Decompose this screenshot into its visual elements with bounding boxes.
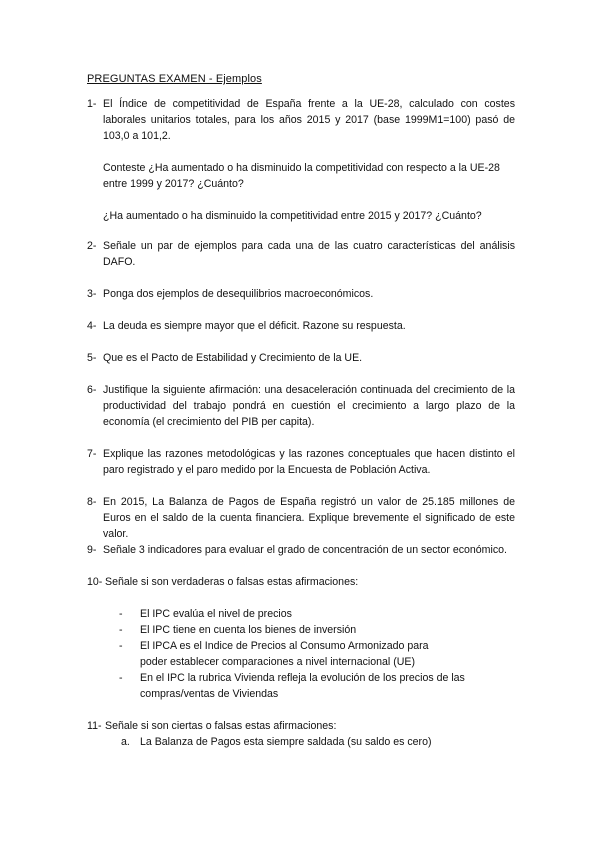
bullet-marker: - [119,608,123,620]
question-10 [87,574,515,590]
question-number: 7- [87,448,97,460]
question-6 [87,382,515,430]
question-7 [87,446,515,478]
bullet-marker: - [119,672,123,684]
item-marker: a. [121,736,130,748]
bullet-marker: - [119,640,123,652]
question-number: 1- [87,98,97,110]
question-8 [87,494,515,542]
list-item-text: La Balanza de Pagos esta siempre saldada (su saldo es cero) [140,736,432,748]
question-text: Señale si son verdaderas o falsas estas afirmaciones: [105,576,359,588]
question-number: 8- [87,496,97,508]
list-item-text: El IPC tiene en cuenta los bienes de inversión [140,624,357,636]
question-9 [87,542,515,558]
page-title: PREGUNTAS EXAMEN - Ejemplos [87,73,262,85]
question-number: 4- [87,320,97,332]
bullet-marker: - [119,624,123,636]
question-text: Señale 3 indicadores para evaluar el grado de concentración de un sector económico. [103,544,507,556]
question-text: Justifique la siguiente afirmación: una desaceleración continuada del crecimiento de la productividad del trabajo pondrá en cuestión el crecimiento a largo plazo de la economía (el crecimiento del PIB per capita). [103,384,515,428]
list-item [119,670,499,702]
question-number: 9- [87,544,97,556]
question-text: Que es el Pacto de Estabilidad y Crecimiento de la UE. [103,352,363,364]
list-item [119,606,499,622]
question-1-sub-2: ¿Ha aumentado o ha disminuido la competitividad entre 2015 y 2017? ¿Cuánto? [103,210,482,222]
question-5 [87,350,515,366]
list-item [119,622,499,638]
question-number: 2- [87,240,97,252]
question-1-sub-1: Conteste ¿Ha aumentado o ha disminuido la competitividad con respecto a la UE-28 entre 1999 y 2017? ¿Cuánto? [103,162,500,190]
question-number: 3- [87,288,97,300]
list-item [119,638,499,670]
question-text: El Índice de competitividad de España frente a la UE-28, calculado con costes laborales unitarios totales, para los años 2015 y 2017 (base 1999M1=100) pasó de 103,0 a 101,2. [103,98,515,142]
list-item-text: El IPC evalúa el nivel de precios [140,608,292,620]
question-number: 10- [87,576,103,588]
question-4 [87,318,515,334]
list-item-text: El IPCA es el Indice de Precios al Consumo Armonizado para poder establecer comparaciones a nivel internacional (UE) [140,640,429,668]
question-10-bullet-list [119,606,499,702]
list-item-text: En el IPC la rubrica Vivienda refleja la evolución de los precios de las compras/ventas de Viviendas [140,672,465,700]
question-2 [87,238,515,270]
question-number: 5- [87,352,97,364]
question-text: Señale si son ciertas o falsas estas afirmaciones: [105,720,337,732]
question-text: En 2015, La Balanza de Pagos de España registró un valor de 25.185 millones de Euros en el saldo de la cuenta financiera. Explique brevemente el significado de este valor. [103,496,515,540]
question-3 [87,286,515,302]
question-text: La deuda es siempre mayor que el déficit. Razone su respuesta. [103,320,406,332]
question-number: 11- [87,720,102,732]
question-text: Explique las razones metodológicas y las razones conceptuales que hacen distinto el paro registrado y el paro medido por la Encuesta de Población Activa. [103,448,515,476]
question-number: 6- [87,384,97,396]
question-text: Ponga dos ejemplos de desequilibrios macroeconómicos. [103,288,374,300]
question-text: Señale un par de ejemplos para cada una de las cuatro características del análisis DAFO. [103,240,515,268]
question-11 [87,718,515,734]
question-11-item-a [121,734,432,750]
question-1 [87,96,515,144]
